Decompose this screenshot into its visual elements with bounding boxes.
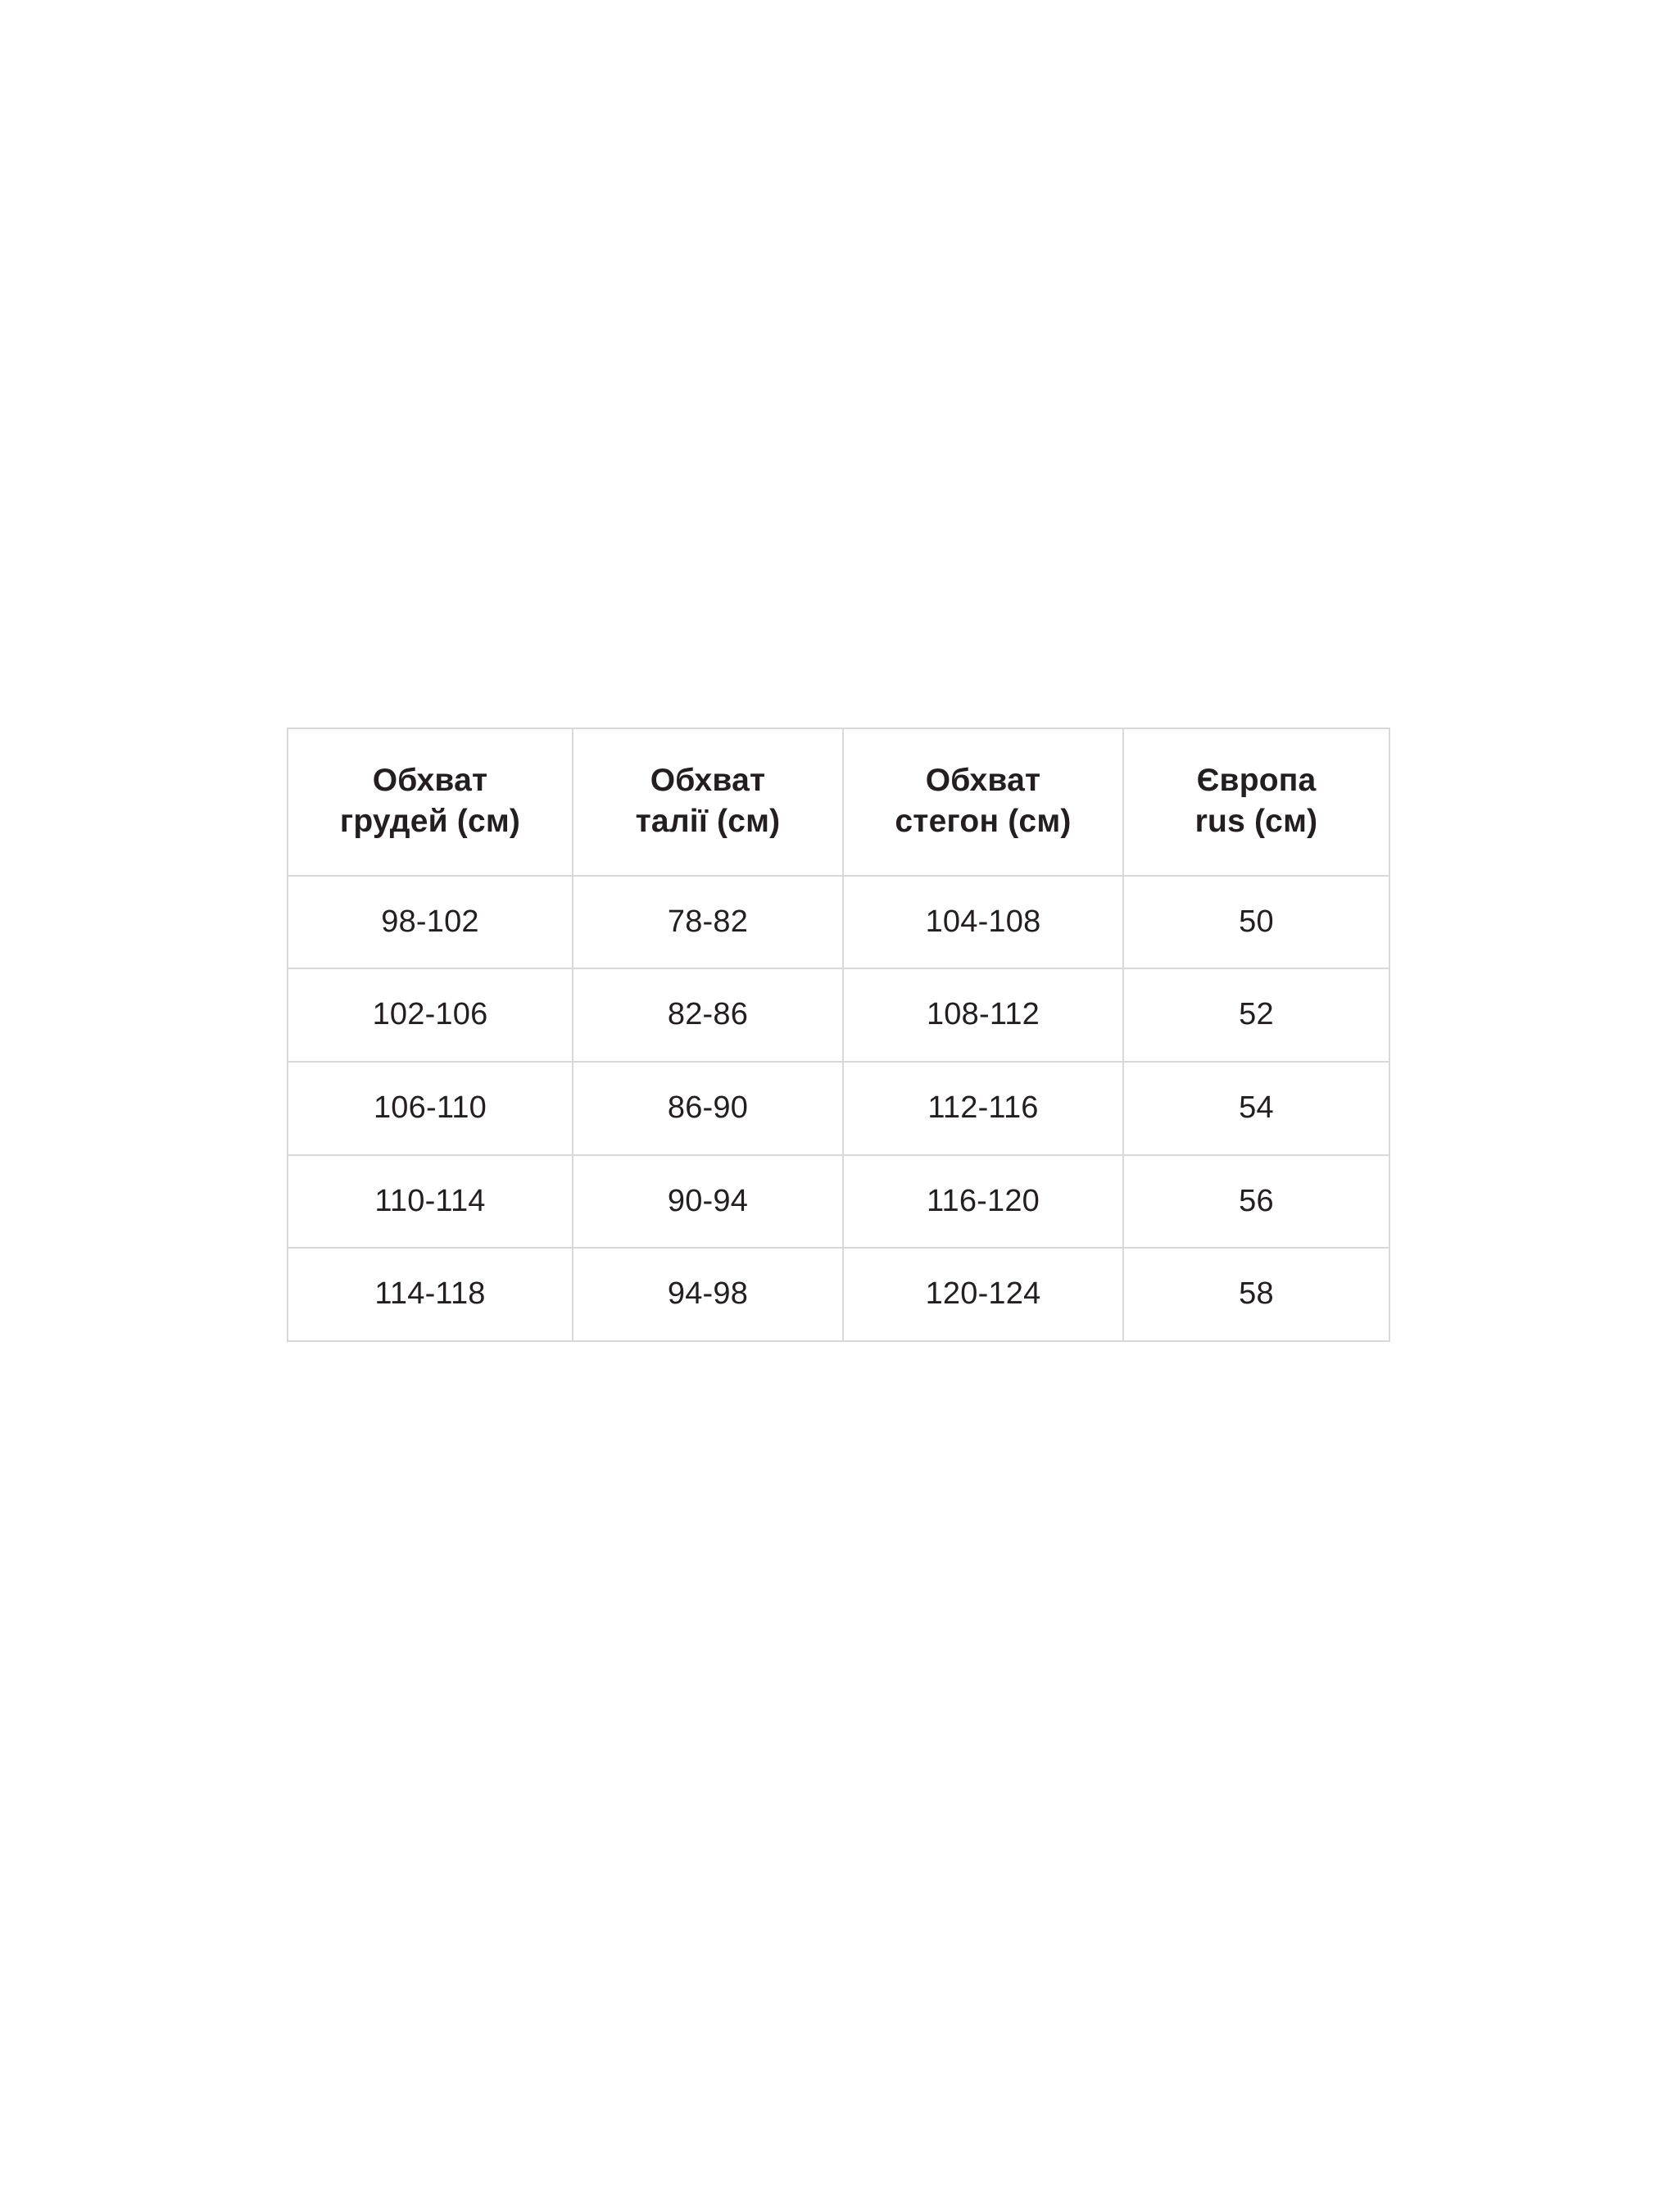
column-header-waist	[573, 728, 843, 876]
cell-hips: 104-108	[843, 876, 1123, 969]
column-header-hips	[843, 728, 1123, 876]
column-header-waist-line1: Обхват	[650, 763, 766, 798]
column-header-chest-line2: грудей (см)	[339, 803, 521, 839]
column-header-chest	[288, 728, 573, 876]
table-header-row	[288, 728, 1389, 876]
column-header-europe-line2: rus (см)	[1194, 803, 1318, 839]
table-row	[288, 876, 1389, 969]
table-row	[288, 968, 1389, 1062]
cell-hips: 120-124	[843, 1248, 1123, 1341]
column-header-europe-line1: Європа	[1196, 763, 1317, 798]
cell-chest: 110-114	[288, 1155, 573, 1249]
table-row	[288, 1155, 1389, 1249]
table-body	[288, 876, 1389, 1341]
cell-hips: 112-116	[843, 1062, 1123, 1155]
column-header-hips-line2: стегон (см)	[895, 803, 1072, 839]
cell-chest: 98-102	[288, 876, 573, 969]
cell-europe: 52	[1123, 968, 1389, 1062]
size-table-container	[287, 728, 1389, 1312]
column-header-waist-line2: талії (см)	[635, 803, 781, 839]
cell-chest: 102-106	[288, 968, 573, 1062]
cell-europe: 58	[1123, 1248, 1389, 1341]
cell-waist: 90-94	[573, 1155, 843, 1249]
column-header-europe	[1123, 728, 1389, 876]
size-chart-table	[287, 728, 1390, 1342]
cell-hips: 116-120	[843, 1155, 1123, 1249]
cell-europe: 56	[1123, 1155, 1389, 1249]
cell-chest: 114-118	[288, 1248, 573, 1341]
cell-europe: 54	[1123, 1062, 1389, 1155]
cell-waist: 94-98	[573, 1248, 843, 1341]
table-row	[288, 1062, 1389, 1155]
cell-waist: 82-86	[573, 968, 843, 1062]
column-header-chest-line1: Обхват	[372, 763, 488, 798]
cell-chest: 106-110	[288, 1062, 573, 1155]
column-header-hips-line1: Обхват	[925, 763, 1041, 798]
table-row	[288, 1248, 1389, 1341]
cell-europe: 50	[1123, 876, 1389, 969]
cell-hips: 108-112	[843, 968, 1123, 1062]
cell-waist: 78-82	[573, 876, 843, 969]
table-header	[288, 728, 1389, 876]
cell-waist: 86-90	[573, 1062, 843, 1155]
